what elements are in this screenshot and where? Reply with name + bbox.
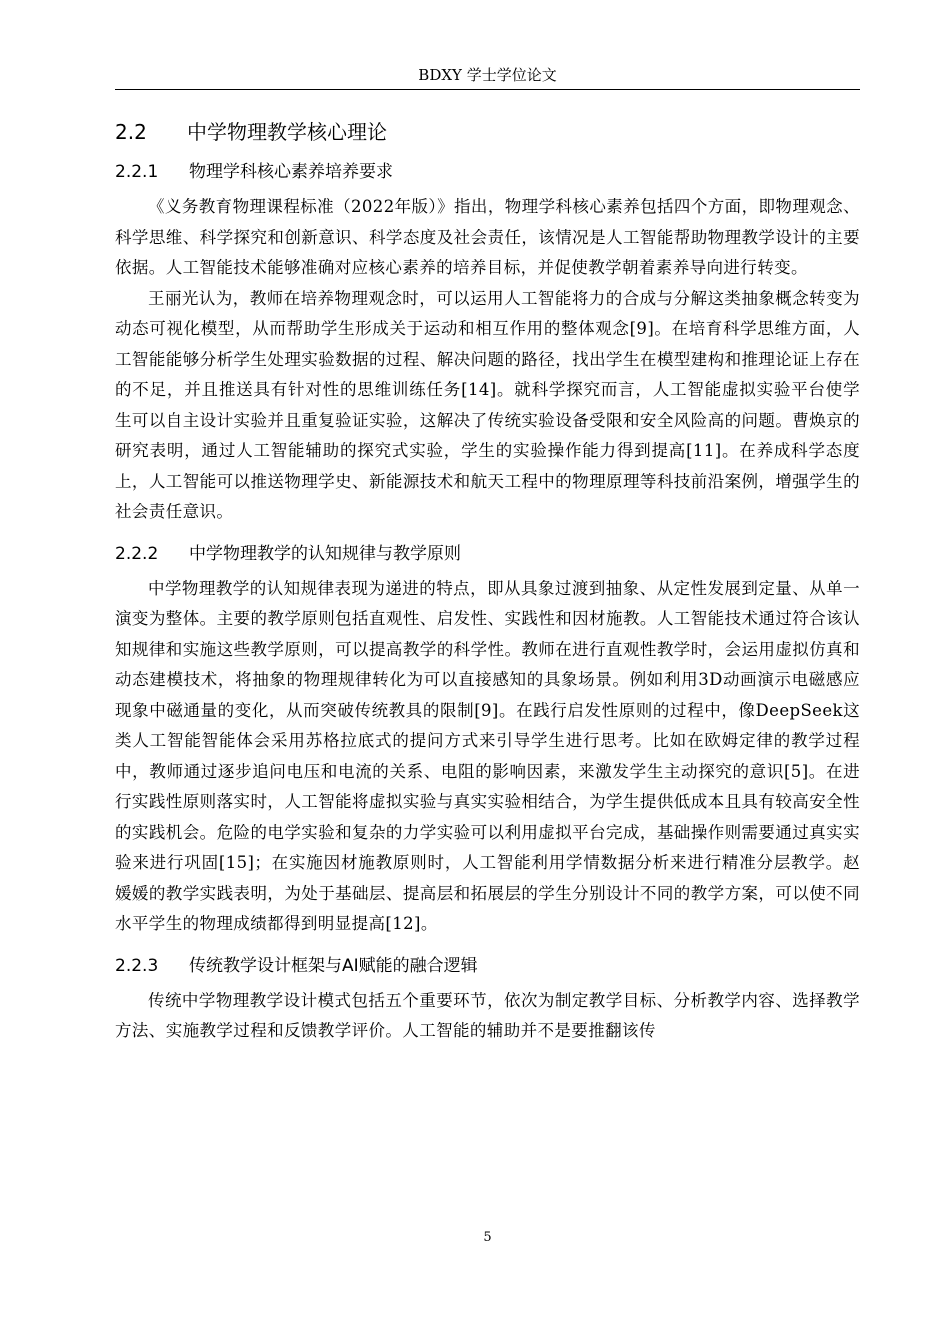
- subsection-number: 2.2.2: [115, 543, 159, 564]
- subsection-number: 2.2.3: [115, 955, 159, 976]
- paragraph: 《义务教育物理课程标准（2022年版）》指出，物理学科核心素养包括四个方面，即物理观念、科学思维、科学探究和创新意识、科学态度及社会责任，该情况是人工智能帮助物理教学设计的主要依据。人工智能技术能够准确对应核心素养的培养目标，并促使教学朝着素养导向进行转变。: [115, 197, 860, 277]
- section-number: 2.2: [115, 120, 147, 144]
- header-title: BDXY 学士学位论文: [418, 66, 557, 84]
- page-body: [115, 112, 860, 1047]
- page-footer: [115, 1230, 860, 1245]
- subsection-heading-3: [115, 946, 860, 986]
- paragraph: 中学物理教学的认知规律表现为递进的特点，即从具象过渡到抽象、从定性发展到定量、从单一演变为整体。主要的教学原则包括直观性、启发性、实践性和因材施教。人工智能技术通过符合该认知规律和实施这些教学原则，可以提高教学的科学性。教师在进行直观性教学时，会运用虚拟仿真和动态建模技术，将抽象的物理规律转化为可以直接感知的具象场景。例如利用3D动画演示电磁感应现象中磁通量的变化，从而突破传统教具的限制[9]。在践行启发性原则的过程中，像DeepSeek这类人工智能智能体会采用苏格拉底式的提问方式来引导学生进行思考。比如在欧姆定律的教学过程中，教师通过逐步追问电压和电流的关系、电阻的影响因素，来激发学生主动探究的意识[5]。在进行实践性原则落实时，人工智能将虚拟实验与真实实验相结合，为学生提供低成本且具有较高安全性的实践机会。危险的电学实验和复杂的力学实验可以利用虚拟平台完成，基础操作则需要通过真实实验来进行巩固[15]；在实施因材施教原则时，人工智能利用学情数据分析来进行精准分层教学。赵媛媛的教学实践表明，为处于基础层、提高层和拓展层的学生分别设计不同的教学方案，可以使不同水平学生的物理成绩都得到明显提高[12]。: [115, 578, 860, 933]
- section-title: 中学物理教学核心理论: [187, 120, 387, 144]
- page-header: [115, 62, 860, 90]
- subsection-number: 2.2.1: [115, 162, 159, 182]
- subsection-heading-2: [115, 534, 860, 574]
- page-number: 5: [483, 1230, 492, 1245]
- subsection-heading-1: [115, 152, 860, 192]
- subsection-title: 中学物理教学的认知规律与教学原则: [189, 543, 461, 564]
- section-heading: [115, 112, 860, 152]
- subsection-title: 传统教学设计框架与AI赋能的融合逻辑: [189, 955, 478, 976]
- paragraph: 王丽光认为，教师在培养物理观念时，可以运用人工智能将力的合成与分解这类抽象概念转变为动态可视化模型，从而帮助学生形成关于运动和相互作用的整体观念[9]。在培育科学思维方面，人工智能能够分析学生处理实验数据的过程、解决问题的路径，找出学生在模型建构和推理论证上存在的不足，并且推送具有针对性的思维训练任务[14]。就科学探究而言，人工智能虚拟实验平台使学生可以自主设计实验并且重复验证实验，这解决了传统实验设备受限和安全风险高的问题。曹焕京的研究表明，通过人工智能辅助的探究式实验，学生的实验操作能力得到提高[11]。在养成科学态度上，人工智能可以推送物理学史、新能源技术和航天工程中的物理原理等科技前沿案例，增强学生的社会责任意识。: [115, 288, 860, 521]
- subsection-title: 物理学科核心素养培养要求: [189, 162, 393, 182]
- paragraph: 传统中学物理教学设计模式包括五个重要环节，依次为制定教学目标、分析教学内容、选择教学方法、实施教学过程和反馈教学评价。人工智能的辅助并不是要推翻该传: [115, 990, 860, 1040]
